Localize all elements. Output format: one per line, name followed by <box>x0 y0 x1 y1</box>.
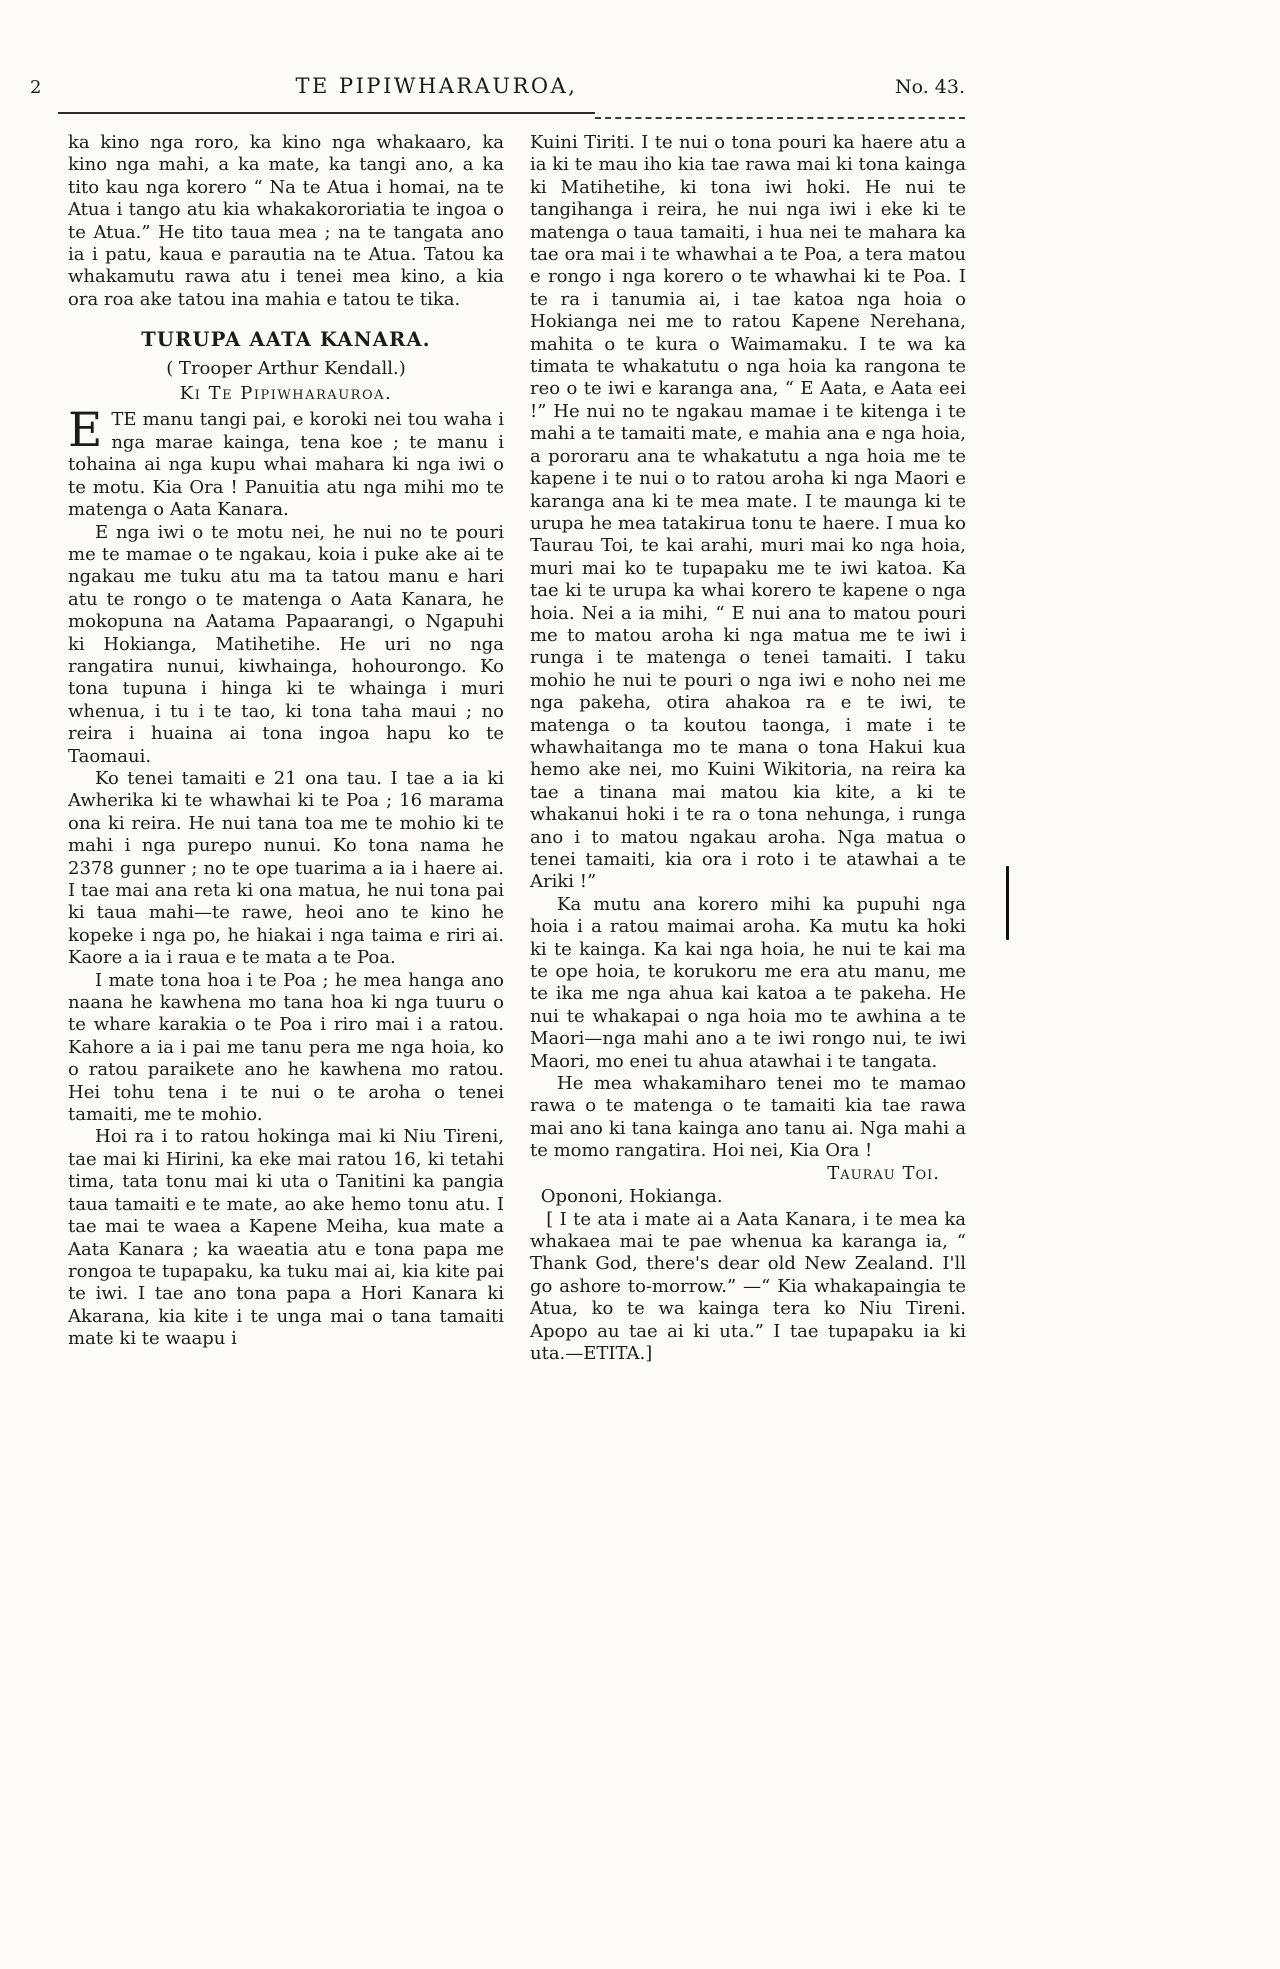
header-rule <box>58 112 965 119</box>
issue-number: No. 43. <box>894 76 965 98</box>
signature: Taurau Toi. <box>827 1162 940 1184</box>
paragraph: E nga iwi o te motu nei, he nui no te pouri me te mamae o te ngakau, koia i puke ake ai te ngakau me tuku atu ma ta tatou manu e hari atu te rongo o te matenga o Aata Kanara, he mokopuna na Aatama Papaarangi, o Ngapuhi ki Hokianga, Matihetihe. He uri no nga rangatira nunui, kiwhainga, hohourongo. Ko tona tupuna i hinga ki te whainga i muri whenua, i tu i te tao, ki tona taha maui ; no reira i huaina ai tona ingoa hapu ko te Taomaui. <box>68 521 504 767</box>
right-column <box>530 132 966 1365</box>
editor-note: [ I te ata i mate ai a Aata Kanara, i te mea ka whakaea mai te pae whenua ka karanga ia, “ Thank God, there's dear old New Zealand. I'll go ashore to-morrow.” —“ Kia whakapaingia te Atua, ko te wa kainga tera ko Niu Tireni. Apopo au tae ai ki uta.” I tae tupapaku ia ki uta.—ETITA.] <box>530 1208 966 1364</box>
paragraph: Ko tenei tamaiti e 21 ona tau. I tae a ia ki Awherika ki te whawhai ki te Poa ; 16 marama ona ki reira. He nui tana toa me te mohio ki te mahi i nga purepo nunui. Ko tona nama he 2378 gunner ; no te ope tuarima a ia i haere ai. I tae mai ana reta ki ona matua, he nui tona pai ki taua mahi—te rawe, heoi ano te kino he kopeke i nga po, he hiakai i nga taima e riri ai. Kaore a ia i raua e te mata a te Poa. <box>68 767 504 969</box>
left-column <box>68 132 504 1365</box>
header-rule-dashed <box>595 117 965 119</box>
opening-paragraph <box>68 403 504 521</box>
paragraph: Hoi ra i to ratou hokinga mai ki Niu Tireni, tae mai ki Hirini, ka eke mai ratou 16, ki tetahi tima, tata tonu mai ki uta o Tanitini ka pangia taua tamaiti e te mate, ao ake hemo tonu atu. I tae mai te waea a Kapene Meiha, kua mate a Aata Kanara ; ka waeatia atu e tona papa me rongoa te tupapaku, ka tuku mai ai, kia kite pai te iwi. I tae ano tona papa a Hori Kanara ki Akarana, kia kite i te unga mai o tana tamaiti mate ki te waapu i <box>68 1126 504 1350</box>
continuation-paragraph: ka kino nga roro, ka kino nga whakaaro, ka kino nga mahi, a ka mate, ka tangi ano, a ka tito kau nga korero “ Na te Atua i homai, na te Atua i tango atu kia whakakororiatia te ingoa o te Atua.” He tito taua mea ; na te tangata ano ia i patu, kaua e parautia na te Atua. Tatou ka whakamutu rawa atu i tenei mea kino, a kia ora roa ake tatou ina mahia e tatou te tika. <box>68 132 504 310</box>
article-subheading: ( Trooper Arthur Kendall.) <box>166 357 406 379</box>
paragraph: I mate tona hoa i te Poa ; he mea hanga ano naana he kawhena mo tana hoa ki nga tuuru o te whare karakia o te Poa i riro mai i a ratou. Kahore a ia i pai me tanu pera me nga hoia, ko o ratou paraikete ano he kawhena mo ratou. Hei tohu tena i te nui o te aroha o tenei tamaiti, me te mohio. <box>68 969 504 1126</box>
page-title: TE PIPIWHARAUROA, <box>295 74 578 98</box>
page-header <box>30 74 965 98</box>
paragraph: He mea whakamiharo tenei mo te mamao rawa o te matenga o te tamaiti kia tae rawa mai ano ki tana kainga ano tanu ai. Nga mahi a te momo rangatira. Hoi nei, Kia Ora ! <box>530 1073 966 1162</box>
continuation-paragraph: Kuini Tiriti. I te nui o tona pouri ka haere atu a ia ki te mau iho kia tae rawa mai ki tona kainga ki Matihetihe, ki tona iwi hoki. He nui te tangihanga i reira, he nui nga iwi i eke ki te matenga o taua tamaiti, i hua nei te mahara ka tae ora mai i te whawhai a te Poa, a tera matou e rongo i nga korero o te whawhai ki te Poa. I te ra i tanumia ai, i tae katoa nga hoia o Hokianga nei me to ratou Kapene Nerehana, mahita o te kura o Waimamaku. I te wa ka timata te whakatutu o nga hoia ka rangona te reo o te iwi e karanga ana, “ E Aata, e Aata eei !” He nui no te ngakau mamae i te kitenga i te mahi a te tamaiti mate, e mahia ana e nga hoia, a pororaru ana te whakatutu a nga hoia me te kapene i te nui o to ratou aroha ki nga Maori e karanga ana ki te mea mate. I te maunga ki te urupa he mea tatakirua tonu te haere. I mua ko Taurau Toi, te kai arahi, muri mai ko nga hoia, muri mai ko te tupapaku me te iwi katoa. Ka tae ki te urupa ka whai korero te kapene o nga hoia. Nei a ia mihi, “ E nui ana to matou pouri me to matou aroha ki nga matua me te iwi i runga i te matenga o tenei tamaiti. I taku mohio he nui te pouri o nga iwi e noho nei me nga pakeha, otira ahakoa ra e te iwi, te matenga o ta koutou taonga, i mate i te whawhaitanga mo te mana o tona Hakui kua hemo ake nei, mo Kuini Wikitoria, na reira ka tae a tinana mai matou kia kite, a ki te whakanui hoki i te ra o tona nehunga, i runga ano i to matou ngakau aroha. Nga matua o tenei tamaiti, kia ora i roto i te atawhai a te Ariki !” <box>530 132 966 893</box>
header-rule-solid <box>58 112 595 119</box>
paragraph: Ka mutu ana korero mihi ka pupuhi nga hoia i a ratou maimai aroha. Ka mutu ka hoki ki te kainga. Ka kai nga hoia, he nui te kai ma te ope hoia, te korukoru me era atu manu, me te ika me nga ahua kai katoa a te pakeha. He nui te whakapai o nga hoia mo te awhina a te Maori—nga mahi ano a te iwi rongo nui, te iwi Maori, mo enei tu ahua atawhai i te tangata. <box>530 893 966 1072</box>
page-number: 2 <box>30 77 42 98</box>
scan-artifact-line <box>1006 866 1009 940</box>
article-columns <box>68 132 966 1365</box>
article-salutation: Ki Te Pipiwharauroa. <box>179 383 393 405</box>
drop-cap: E <box>68 403 103 459</box>
place-line: Opononi, Hokianga. <box>540 1186 723 1208</box>
opening-paragraph-text: TE manu tangi pai, e koroki nei tou waha i nga marae kainga, tena koe ; te manu i tohaina ai nga kupu whai mahara ki nga iwi o te motu. Kia Ora ! Panuitia atu nga mihi mo te matenga o Aata Kanara. <box>68 409 504 521</box>
article-heading: TURUPA AATA KANARA. <box>141 328 431 352</box>
